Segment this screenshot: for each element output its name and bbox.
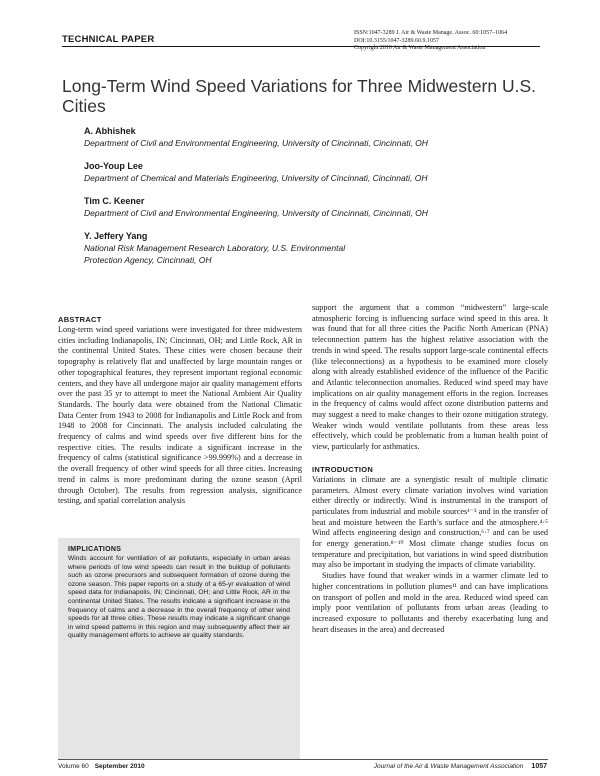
author-entry xyxy=(84,160,544,184)
abstract-heading: ABSTRACT xyxy=(58,315,102,324)
citation-copyright: Copyright 2010 Air & Waste Management Association xyxy=(354,45,486,51)
author-affiliation: Department of Civil and Environmental Engineering, University of Cincinnati, Cincinnati, OH xyxy=(84,208,428,218)
author-entry xyxy=(84,195,544,219)
page-number: 1057 xyxy=(531,763,547,770)
introduction-paragraph: Studies have found that weaker winds in a warmer climate led to higher concentrations in pollution plumes¹¹ and can have implications on transport of pollen and mold in the area. Reduced wind speed can imply poor ventilation of pollutants from urban areas (leading to increased exposure to pollutants and thereby exacerbating lung and heart diseases in the area) and decreased xyxy=(312,571,548,634)
footer-journal-info xyxy=(374,763,547,770)
introduction-heading: INTRODUCTION xyxy=(312,464,374,474)
citation-doi: DOI:10.3155/1047-3289.60.9.1057 xyxy=(354,37,439,44)
author-affiliation: Department of Chemical and Materials Engineering, University of Cincinnati, Cincinnati, OH xyxy=(84,173,428,183)
author-entry xyxy=(84,230,544,266)
author-name: Y. Jeffery Yang xyxy=(84,231,148,241)
introduction-paragraph: Variations in climate are a synergistic result of multiple climatic parameters. Almost every climate variation involves wind variation either directly or indirectly. Wind is instrumental in the transport of particulates from industrial and mobile sources¹⁻³ and in the transfer of heat and moisture between the Earth’s surface and the atmosphere.⁴·⁵ Wind affects engineering design and construction,⁶·⁷ and can be used for energy generation.⁸⁻¹⁰ Most climate change studies focus on temperature and precipitation, but variations in wind speed distribution may also be important in studying the impacts of climate variability. xyxy=(312,474,548,570)
author-name: Joo-Youp Lee xyxy=(84,161,143,171)
footer-volume-info xyxy=(58,763,145,770)
author-affiliation: Department of Civil and Environmental Engineering, University of Cincinnati, Cincinnati, OH xyxy=(84,138,428,148)
abstract-text: Long-term wind speed variations were investigated for three midwestern cities including Indianapolis, IN; Cincinnati, OH; and Little Rock, AR in the continental United States. These cities were chosen because their topography is relatively flat and unaffected by large mountain ranges or other topographical features, they represent important regional economic centers, and they have all undergone major air quality management efforts over the past 35 yr to attempt to meet the National Ambient Air Quality Standards. The hourly data were obtained from the National Climatic Data Center from 1943 to 2008 for Indianapolis and Little Rock and from 1948 to 2008 for Cincinnati. The analysis included calculating the frequency of calms and wind speeds over five different bins for the respective cities. The results indicate a significant increase in the frequency of calms (statistical significance >99.999%) and a decrease in the overall frequency of other wind speeds for all three cities. Increasing trend in calms is more predominant during the ozone season (April through October). The results from regression analysis, significance testing, and spatial correlation analysis xyxy=(58,325,302,506)
footer-date: September 2010 xyxy=(94,763,145,770)
right-column xyxy=(312,303,548,635)
citation-issn: ISSN:1047-3289 J. Air & Waste Manage. Assoc. 60:1057–1064 xyxy=(354,30,508,36)
author-name: Tim C. Keener xyxy=(84,196,145,206)
implications-heading: IMPLICATIONS xyxy=(68,546,122,553)
author-affiliation: National Risk Management Research Laboratory, U.S. Environmental Protection Agency, Cincinnati, OH xyxy=(84,243,346,265)
section-label: TECHNICAL PAPER xyxy=(62,34,155,45)
footer-journal-name: Journal of the Air & Waste Management Association xyxy=(373,763,524,770)
paper-title: Long-Term Wind Speed Variations for Three Midwestern U.S. Cities xyxy=(62,76,537,116)
section-spacer xyxy=(312,453,548,464)
abstract-continued-text: support the argument that a common “midwestern” large-scale atmospheric forcing is influencing surface wind speed in this area. It was found that for all three cities the Pacific North American (PNA) teleconnection pattern has the highest relative association with the trends in wind speed. The results support large-scale continental effects (like teleconnections) as a hypothesis to be examined more closely along with already established evidence of the influence of the Pacific and Atlantic teleconnection anomalies. Reduced wind speed may have implications on air quality management efforts in the region. Increases in the frequency of calms would affect ozone distribution patterns and may suggest a need to make changes to their ozone mitigation strategy. Weaker winds would ventilate pollutants from these areas less effectively, which could be problematic from a human health point of view, particularly for asthmatics. xyxy=(312,303,548,452)
abstract-section xyxy=(58,314,302,507)
author-entry xyxy=(84,125,544,149)
footer-volume: Volume 60 xyxy=(58,763,89,770)
author-name: A. Abhishek xyxy=(84,126,136,136)
author-list xyxy=(84,125,544,277)
implications-text: Winds account for ventilation of air pollutants, especially in urban areas where periods of low wind speeds can result in the buildup of pollutants such as ozone precursors and subsequent formation of ozone during the ozone season. This paper reports on a study of a 65-yr evaluation of wind speed data for Indianapolis, IN; Cincinnati, OH; and Little Rock, AR in the continental United States. The results indicate a significant increase in the frequency of calms and a decrease in the overall frequency of other wind speeds for all three cities. These results may indicate a significant change in wind speed patterns in this region and may subsequently affect their air quality management efforts to achieve air quality standards. xyxy=(68,555,290,640)
implications-box xyxy=(58,538,300,760)
footer-divider xyxy=(58,759,548,760)
citation-block xyxy=(354,30,546,53)
